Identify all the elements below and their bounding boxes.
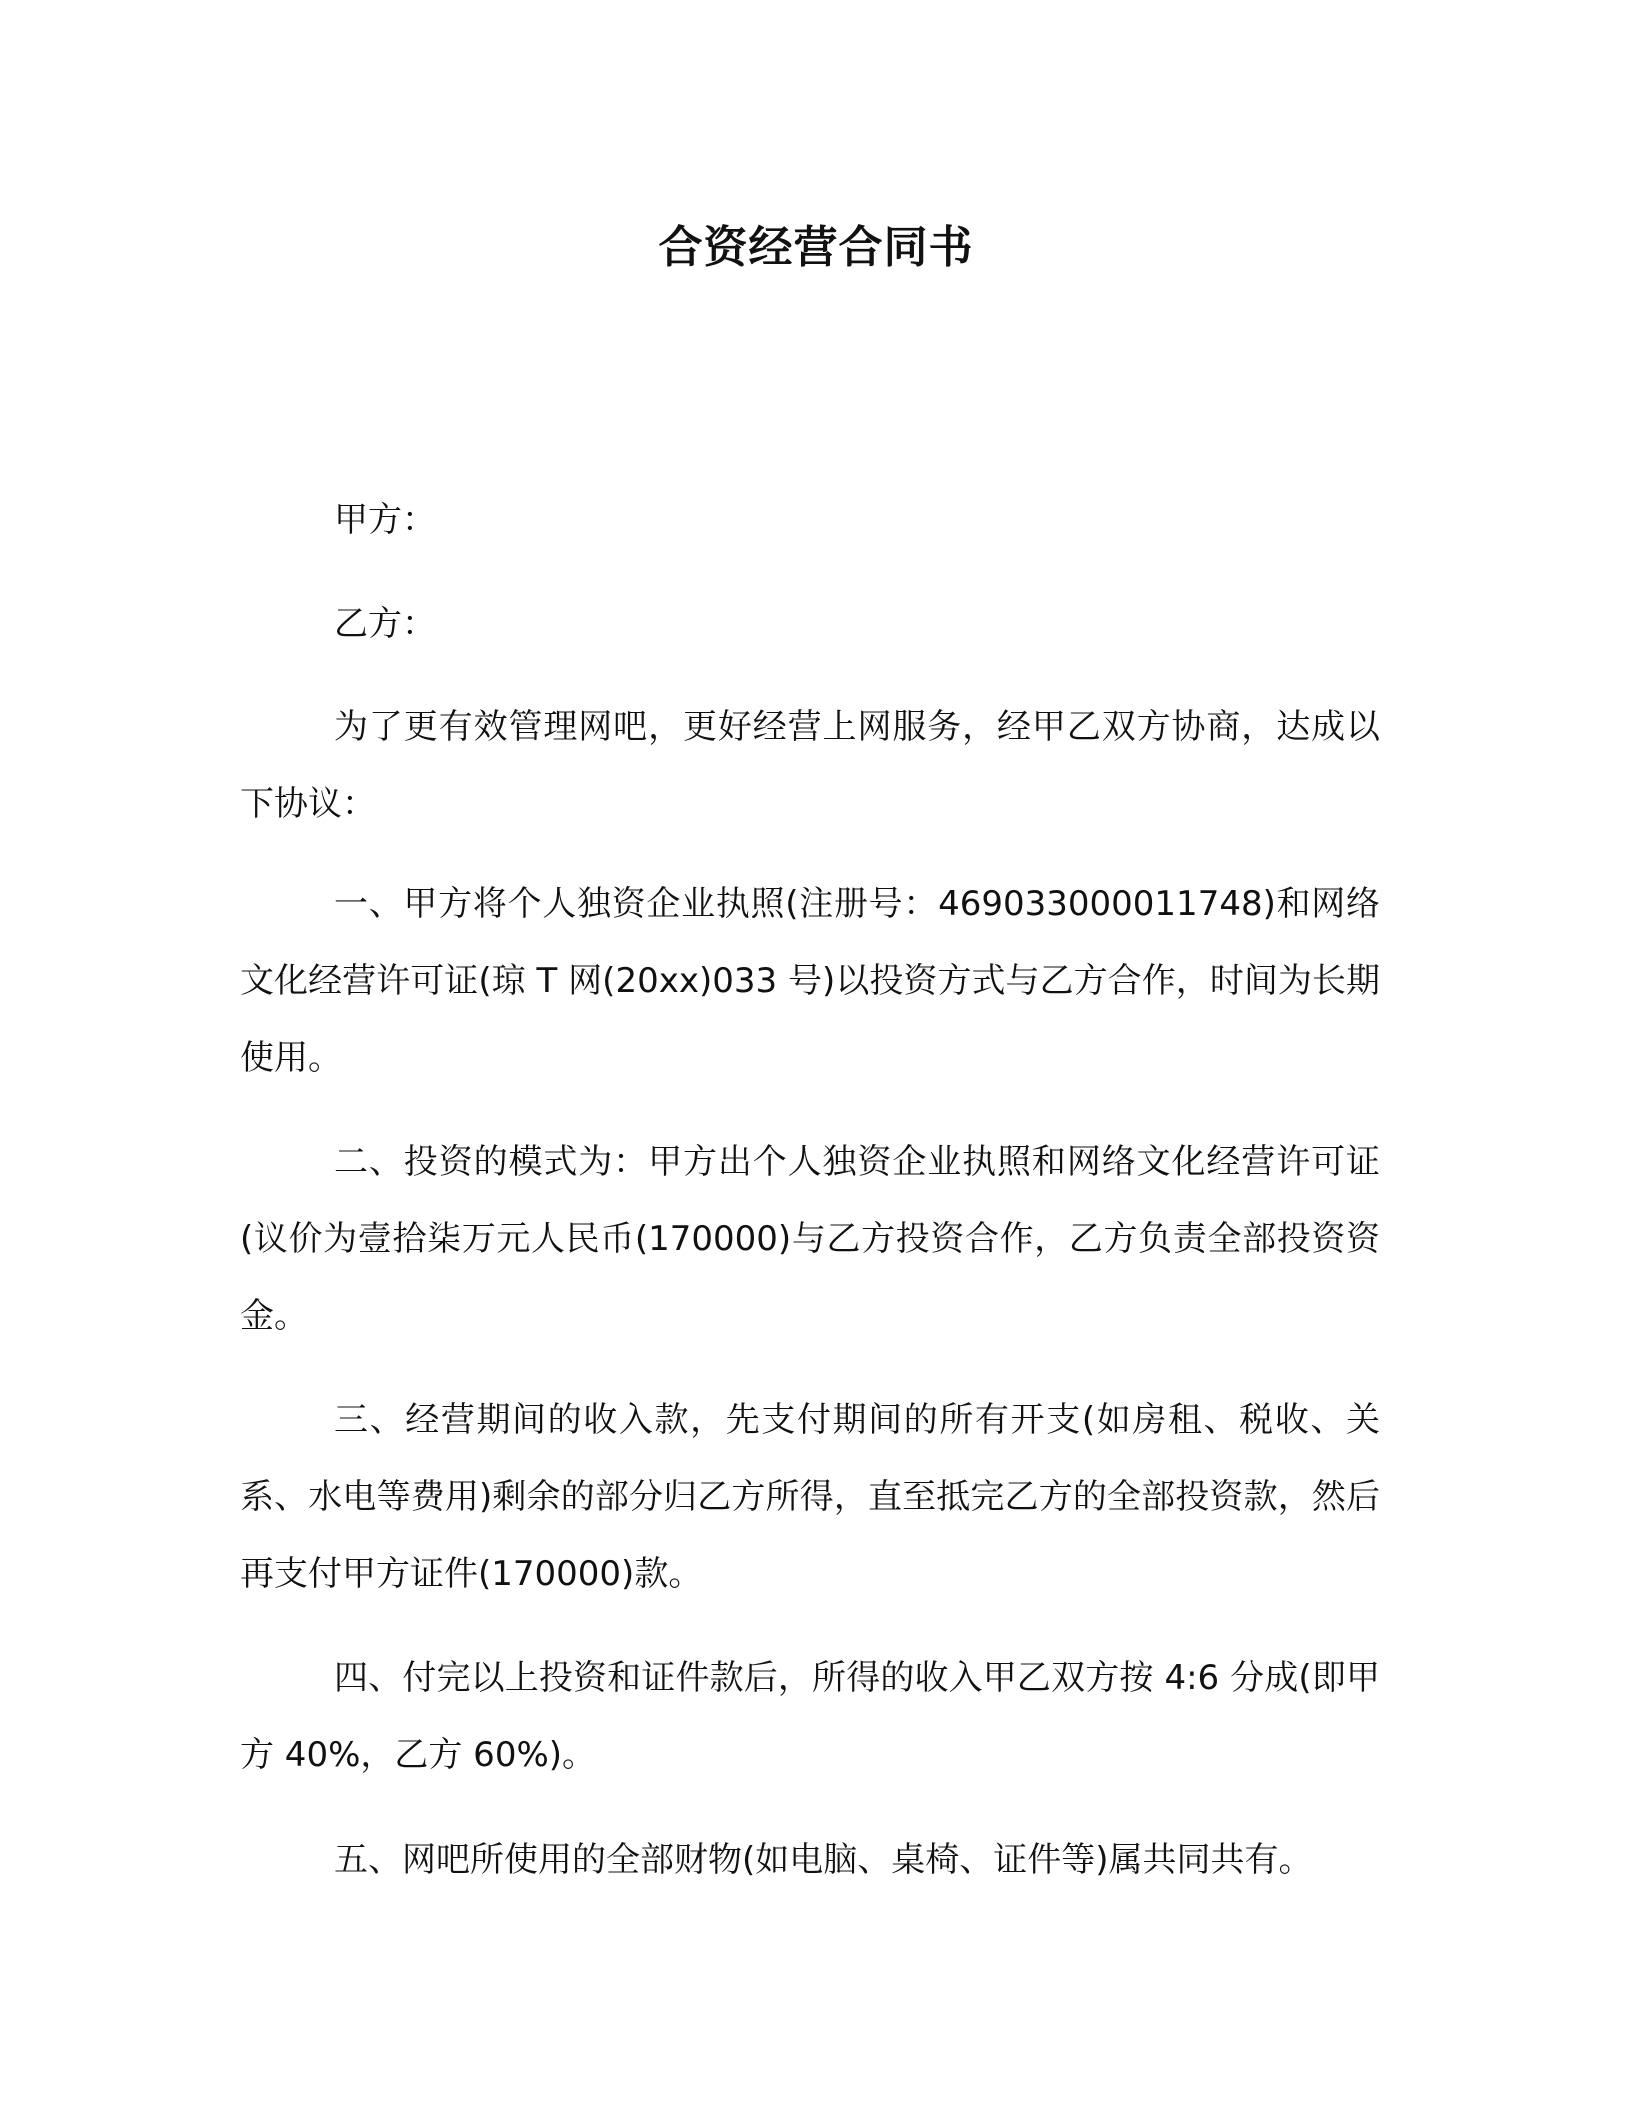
party-b-label: 乙方： <box>334 604 436 644</box>
party-a-label: 甲方： <box>334 500 436 540</box>
paragraph-clause-2: 二、投资的模式为：甲方出个人独资企业执照和网络文化经营许可证(议价为壹拾柒万元人民币(170000)与乙方投资合作，乙方负责全部投资资金。 <box>240 1142 1380 1336</box>
paragraph-clause-4: 四、付完以上投资和证件款后，所得的收入甲乙双方按 4:6 分成(即甲方 40%，乙方 60%)。 <box>240 1658 1380 1775</box>
document-title: 合资经营合同书 <box>658 222 974 273</box>
paragraph-clause-3: 三、经营期间的收入款，先支付期间的所有开支(如房租、税收、关系、水电等费用)剩余的部分归乙方所得，直至抵完乙方的全部投资款，然后再支付甲方证件(170000)款。 <box>240 1400 1380 1594</box>
paragraph-clause-1: 一、甲方将个人独资企业执照(注册号：469033000011748)和网络文化经营许可证(琼 T 网(20xx)033 号)以投资方式与乙方合作，时间为长期使用。 <box>240 884 1380 1078</box>
paragraph-intro: 为了更有效管理网吧，更好经营上网服务，经甲乙双方协商，达成以下协议： <box>240 707 1380 824</box>
paragraph-clause-5: 五、网吧所使用的全部财物(如电脑、桌椅、证件等)属共同共有。 <box>334 1840 1313 1880</box>
